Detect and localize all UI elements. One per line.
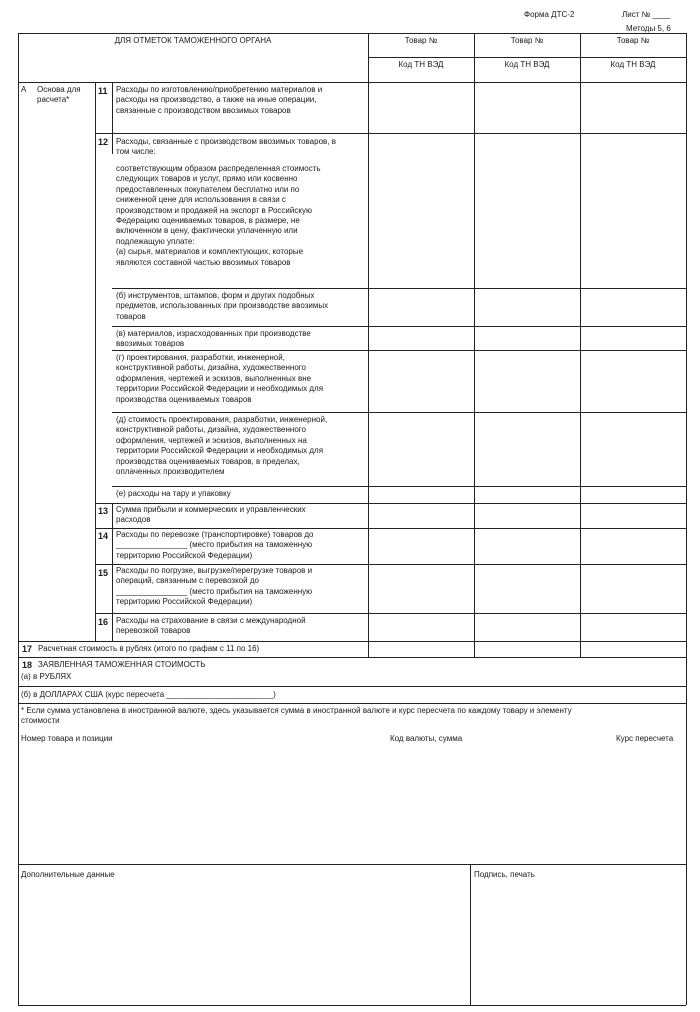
row-18a-text: (а) в РУБЛЯХ [21, 672, 72, 681]
row-12v-bottom [112, 350, 686, 351]
bottom-divider [470, 864, 471, 1005]
row-16-text: Расходы на страхование в связи с международной перевозкой товаров [116, 616, 306, 636]
row-12e-text: (е) расходы на тару и упаковку [116, 489, 231, 498]
row-14-bottom [95, 564, 686, 565]
row-13-text: Сумма прибыли и коммерческих и управленческих расходов [116, 505, 306, 525]
row-18-number: 18 [22, 660, 33, 670]
section-a-divider [95, 82, 96, 641]
row-12-body-text: соответствующим образом распределенная стоимость следующих товаров и услуг, прямо или косвенно предоставленных покупателем бесплатно или по сниженной цене для использования в связи с производством и продажей на экспорт в Российскую Федерацию оцениваемых товаров, в размере, не включенном в цену, фактически уплаченную или подлежащую уплате: (а) сырья, материалов и комплектующих, которые являются составной частью ввозимых товаров [116, 164, 321, 267]
row-12a-bottom [112, 288, 686, 289]
row-12-num-divider [112, 133, 113, 154]
methods-label: Методы 5, 6 [626, 24, 671, 33]
form-label: Форма ДТС-2 [524, 10, 575, 19]
row-11-text: Расходы по изготовлению/приобретению материалов и расходы на производство, а также на иные операции, связанные с производством ввозимых товаров [116, 85, 323, 115]
signature-seal-label: Подпись, печать [474, 870, 535, 879]
row-11-number: 11 [98, 86, 108, 96]
row-17-bottom [18, 657, 686, 658]
row-12d-bottom [112, 486, 686, 487]
row-13-bottom [95, 528, 686, 529]
section-a-label: Основа для расчета* [37, 85, 81, 105]
code-col-1-header: Код ТН ВЭД [398, 60, 444, 69]
table-right-border [686, 33, 687, 1005]
row-12-number: 12 [98, 137, 109, 147]
goods-col-3-header: Товар № [616, 36, 650, 45]
section-a-letter: А [21, 85, 27, 94]
row-11-num-divider [112, 82, 113, 133]
additional-data-label: Дополнительные данные [21, 870, 115, 879]
row-15-number: 15 [98, 568, 109, 578]
row-12b-bottom [112, 326, 686, 327]
row-14-text: Расходы по перевозке (транспортировке) товаров до ________________ (место прибытия на таможенную территорию Российской Федерации) [116, 530, 314, 560]
header-bottom-border [18, 82, 686, 83]
row-16-bottom [18, 641, 686, 642]
footnote-col-rate: Курс пересчета [616, 734, 674, 743]
row-11-bottom [95, 133, 686, 134]
row-14-number: 14 [98, 531, 109, 541]
row-18-heading: ЗАЯВЛЕННАЯ ТАМОЖЕННАЯ СТОИМОСТЬ [38, 660, 206, 669]
row-17-number: 17 [22, 644, 33, 654]
row-15-text: Расходы по погрузке, выгрузке/перегрузке товаров и операций, связанным с перевозкой до ________________ (место прибытия на таможенную территорию Российской Федерации) [116, 566, 313, 607]
row-13-number: 13 [98, 506, 109, 516]
row-12b-text: (б) инструментов, штампов, форм и других подобных предметов, использованных при производстве ввозимых товаров [116, 291, 329, 321]
code-col-2-header: Код ТН ВЭД [504, 60, 550, 69]
rows-13-16-num-divider [112, 503, 113, 641]
row-18b-text: (б) в ДОЛЛАРАХ США (курс пересчета ________________________) [21, 690, 276, 699]
row-12e-bottom [95, 503, 686, 504]
row-17-text: Расчетная стоимость в рублях (итого по графам с 11 по 16) [38, 644, 260, 653]
row-12d-text: (д) стоимость проектирования, разработки, инженерной, конструктивной работы, дизайна, художественного оформления, чертежей и эскизов, выполненных на территории Российской Федерации и необходимых для производства оцениваемых товаров, в пределах, оплаченных производителем [116, 415, 328, 477]
row-12g-bottom [112, 412, 686, 413]
row-15-bottom [95, 613, 686, 614]
table-left-border [18, 33, 19, 1005]
customs-marks-heading: ДЛЯ ОТМЕТОК ТАМОЖЕННОГО ОРГАНА [114, 36, 272, 45]
row-18a-bottom [18, 686, 686, 687]
row-12-intro-text: Расходы, связанные с производством ввозимых товаров, в том числе: [116, 137, 336, 157]
row-18b-bottom [18, 703, 686, 704]
goods-col-1-header: Товар № [404, 36, 438, 45]
footnote-text: * Если сумма установлена в иностранной валюте, здесь указывается сумма в иностранной валюте и курс пересчета по каждому товару и элементу стоимости [21, 706, 572, 726]
row-12g-text: (г) проектирования, разработки, инженерной, конструктивной работы, дизайна, художественного оформления, чертежей и эскизов, выполненных вне территории Российской Федерации и необходимых для производства оцениваемых товаров [116, 353, 324, 404]
row-12v-text: (в) материалов, израсходованных при производстве ввозимых товаров [116, 329, 311, 349]
footnote-col-currency: Код валюты, сумма [390, 734, 463, 743]
footnote-bottom [18, 864, 686, 865]
sheet-number-label: Лист № ____ [622, 10, 671, 19]
header-divider [368, 57, 686, 58]
goods-col-2-header: Товар № [510, 36, 544, 45]
table-top-border [18, 33, 686, 34]
footnote-col-item: Номер товара и позиции [21, 734, 113, 743]
row-16-number: 16 [98, 617, 109, 627]
code-col-3-header: Код ТН ВЭД [610, 60, 656, 69]
table-bottom-border [18, 1005, 686, 1006]
